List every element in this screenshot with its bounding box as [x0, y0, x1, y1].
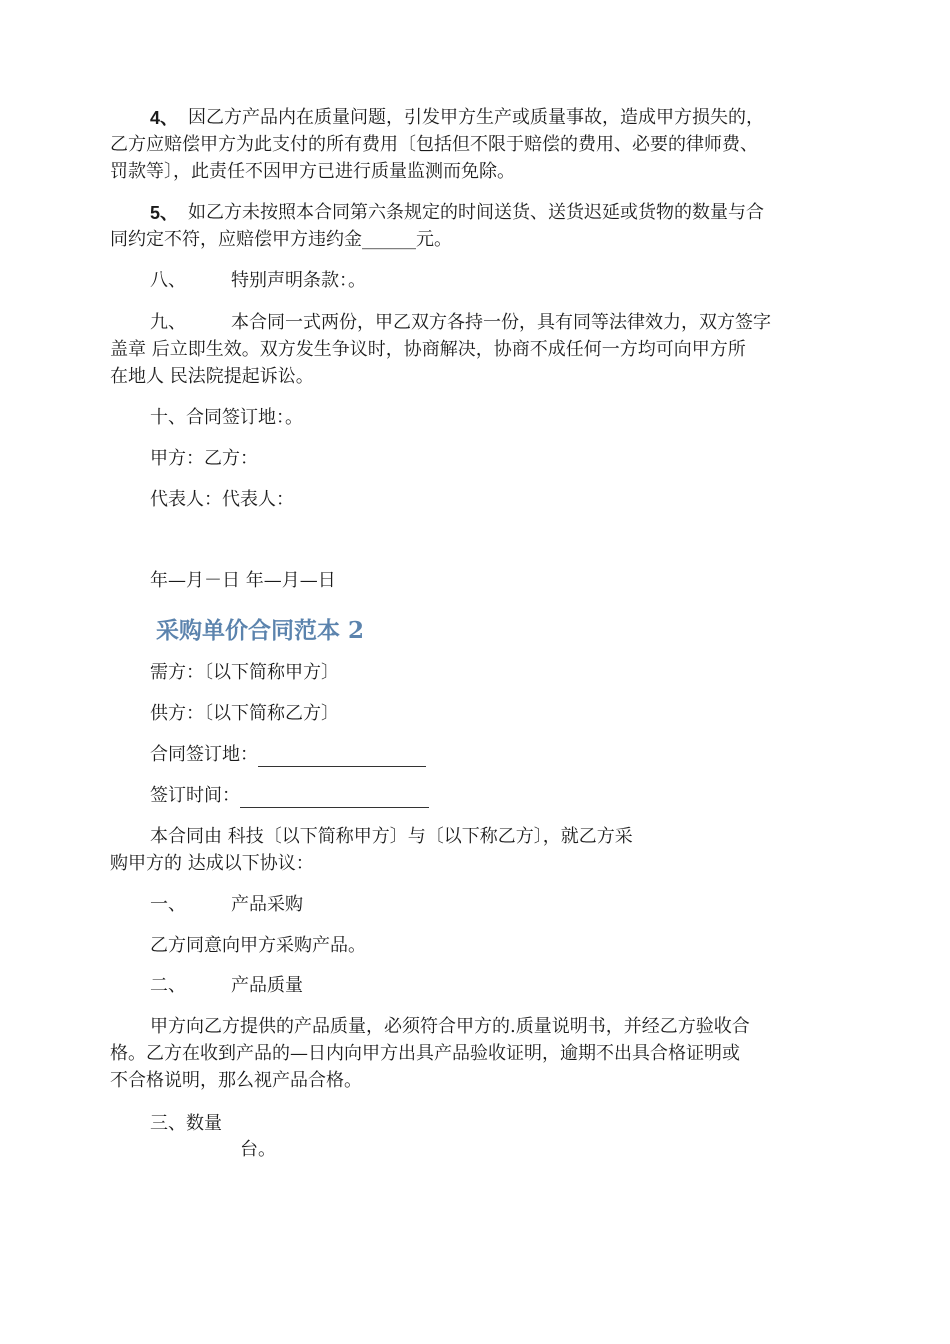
- signing-place-row: [150, 743, 426, 767]
- section-title: 采购单价合同范本 2: [156, 617, 365, 644]
- item-4-number: 4、: [150, 108, 179, 128]
- clause-3-title: 三、数量: [150, 1113, 222, 1134]
- intro-line-1: 本合同由 科技〔以下简称甲方〕与〔以下称乙方〕，就乙方采: [150, 826, 633, 847]
- signing-time-row: [150, 784, 429, 808]
- item-4-line-1: 因乙方产品内在质量问题，引发甲方生产或质量事故，造成甲方损失的，: [188, 107, 764, 128]
- item-5-line-1: 如乙方未按照本合同第六条规定的时间送货、送货迟延或货物的数量与合: [188, 202, 764, 223]
- clause-2-line-3: 不合格说明，那么视产品合格。: [110, 1070, 362, 1091]
- signing-dates: 年—月－日 年—月—日: [150, 570, 336, 591]
- clause-10: 十、合同签订地：。: [150, 407, 303, 428]
- signing-time-label: 签订时间：: [150, 785, 240, 806]
- parties-line: 甲方：乙方：: [150, 448, 258, 469]
- clause-1-text: 乙方同意向甲方采购产品。: [150, 935, 366, 956]
- clause-2-number: 二、: [150, 975, 186, 996]
- clause-9-line-3: 在地人 民法院提起诉讼。: [110, 366, 314, 387]
- clause-9-line-1: 本合同一式两份，甲乙双方各持一份，具有同等法律效力，双方签字: [231, 312, 771, 333]
- clause-1-number: 一、: [150, 894, 186, 915]
- buyer-line: 需方：〔以下简称甲方〕: [150, 662, 339, 683]
- signing-place-blank: [258, 748, 426, 767]
- clause-2-line-2: 格。乙方在收到产品的—日内向甲方出具产品验收证明，逾期不出具合格证明或: [110, 1043, 740, 1064]
- clause-2-line-1: 甲方向乙方提供的产品质量，必须符合甲方的.质量说明书，并经乙方验收合: [150, 1016, 750, 1037]
- item-4-line-3: 罚款等〕，此责任不因甲方已进行质量监测而免除。: [110, 161, 515, 182]
- clause-9-line-2: 盖章 后立即生效。双方发生争议时，协商解决，协商不成任何一方均可向甲方所: [110, 339, 746, 360]
- clause-8-number: 八、: [150, 270, 186, 291]
- signing-time-blank: [240, 789, 429, 808]
- item-5-line-2: 同约定不符，应赔偿甲方违约金______元。: [110, 229, 452, 250]
- clause-8-text: 特别声明条款：。: [231, 270, 366, 291]
- representatives-line: 代表人：代表人：: [150, 489, 294, 510]
- item-4-line-2: 乙方应赔偿甲方为此支付的所有费用〔包括但不限于赔偿的费用、必要的律师费、: [110, 134, 758, 155]
- supplier-line: 供方：〔以下简称乙方〕: [150, 703, 339, 724]
- clause-1-title: 产品采购: [231, 894, 303, 915]
- clause-9-number: 九、: [150, 312, 186, 333]
- intro-line-2: 购甲方的 达成以下协议：: [110, 853, 314, 874]
- signing-place-label: 合同签订地：: [150, 744, 258, 765]
- item-5-number: 5、: [150, 203, 179, 223]
- clause-2-title: 产品质量: [231, 975, 303, 996]
- clause-3-unit: 台。: [240, 1139, 276, 1160]
